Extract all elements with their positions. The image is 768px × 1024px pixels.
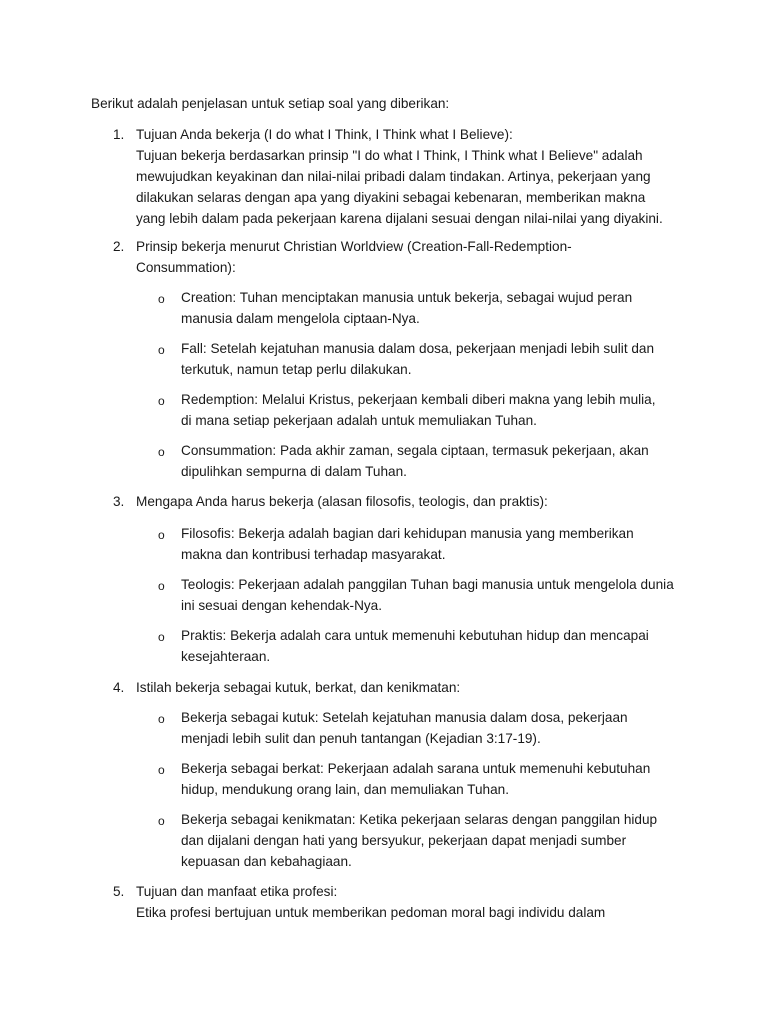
- bullet-line: dipulihkan sempurna di dalam Tuhan.: [181, 464, 407, 479]
- bullet-line: Bekerja sebagai berkat: Pekerjaan adalah sarana untuk memenuhi kebutuhan: [181, 761, 651, 776]
- bullet-line: Redemption: Melalui Kristus, pekerjaan kembali diberi makna yang lebih mulia,: [181, 392, 656, 407]
- item-number: 1.: [113, 127, 125, 142]
- bullet-item: [181, 287, 632, 329]
- bullet-line: Fall: Setelah kejatuhan manusia dalam dosa, pekerjaan menjadi lebih sulit dan: [181, 341, 655, 356]
- item-1-line: yang lebih dalam pada pekerjaan karena dijalani sesuai dengan nilai-nilai yang diyakini.: [136, 211, 663, 226]
- item-number: 2.: [113, 239, 125, 254]
- bullet-line: Praktis: Bekerja adalah cara untuk memenuhi kebutuhan hidup dan mencapai: [181, 628, 649, 643]
- bullet-line: di mana setiap pekerjaan adalah untuk memuliakan Tuhan.: [181, 413, 537, 428]
- bullet-item: [181, 625, 649, 667]
- bullet-marker: o: [158, 763, 165, 777]
- item-3-text: [136, 491, 548, 512]
- bullet-line: makna dan kontribusi terhadap masyarakat.: [181, 547, 446, 562]
- item-number: 4.: [113, 680, 125, 695]
- bullet-marker: o: [158, 630, 165, 644]
- bullet-line: Creation: Tuhan menciptakan manusia untuk bekerja, sebagai wujud peran: [181, 290, 633, 305]
- bullet-line: terkutuk, namun tetap perlu dilakukan.: [181, 362, 412, 377]
- bullet-item: [181, 574, 674, 616]
- item-number: 3.: [113, 494, 125, 509]
- bullet-line: kepuasan dan kebahagiaan.: [181, 854, 352, 869]
- bullet-line: Teologis: Pekerjaan adalah panggilan Tuhan bagi manusia untuk mengelola dunia: [181, 577, 674, 592]
- bullet-item: [181, 707, 628, 749]
- bullet-line: kesejahteraan.: [181, 649, 271, 664]
- intro-text: Berikut adalah penjelasan untuk setiap soal yang diberikan:: [91, 96, 450, 111]
- item-2-heading: Consummation):: [136, 260, 236, 275]
- item-5-line: Etika profesi bertujuan untuk memberikan pedoman moral bagi individu dalam: [136, 905, 606, 920]
- bullet-line: ini sesuai dengan kehendak-Nya.: [181, 598, 383, 613]
- item-3-heading: Mengapa Anda harus bekerja (alasan filosofis, teologis, dan praktis):: [136, 494, 548, 509]
- item-2-heading: Prinsip bekerja menurut Christian Worldview (Creation-Fall-Redemption-: [136, 239, 572, 254]
- item-4-text: [136, 677, 460, 698]
- bullet-line: manusia dalam mengelola ciptaan-Nya.: [181, 311, 420, 326]
- item-1-line: Tujuan bekerja berdasarkan prinsip "I do what I Think, I Think what I Believe" adalah: [136, 148, 643, 163]
- bullet-line: hidup, mendukung orang lain, dan memuliakan Tuhan.: [181, 782, 509, 797]
- bullet-line: Bekerja sebagai kenikmatan: Ketika pekerjaan selaras dengan panggilan hidup: [181, 812, 658, 827]
- bullet-item: [181, 440, 649, 482]
- bullet-item: [181, 758, 650, 800]
- item-number: 5.: [113, 884, 125, 899]
- bullet-line: Filosofis: Bekerja adalah bagian dari kehidupan manusia yang memberikan: [181, 526, 634, 541]
- bullet-marker: o: [158, 394, 165, 408]
- bullet-marker: o: [158, 445, 165, 459]
- item-1-text: [136, 124, 663, 229]
- bullet-line: Consummation: Pada akhir zaman, segala ciptaan, termasuk pekerjaan, akan: [181, 443, 649, 458]
- bullet-line: Bekerja sebagai kutuk: Setelah kejatuhan manusia dalam dosa, pekerjaan: [181, 710, 628, 725]
- bullet-marker: o: [158, 712, 165, 726]
- bullet-item: [181, 523, 634, 565]
- bullet-marker: o: [158, 292, 165, 306]
- item-5-text: [136, 881, 605, 923]
- item-1-line: dilakukan selaras dengan apa yang diyakini sebagai kebenaran, memberikan makna: [136, 190, 646, 205]
- item-1-line: mewujudkan keyakinan dan nilai-nilai pribadi dalam tindakan. Artinya, pekerjaan yang: [136, 169, 651, 184]
- bullet-item: [181, 389, 656, 431]
- bullet-line: menjadi lebih sulit dan penuh tantangan (Kejadian 3:17-19).: [181, 731, 541, 746]
- bullet-marker: o: [158, 528, 165, 542]
- item-1-heading: Tujuan Anda bekerja (I do what I Think, I Think what I Believe):: [136, 127, 513, 142]
- item-4-heading: Istilah bekerja sebagai kutuk, berkat, dan kenikmatan:: [136, 680, 461, 695]
- bullet-marker: o: [158, 343, 165, 357]
- bullet-marker: o: [158, 814, 165, 828]
- bullet-item: [181, 338, 654, 380]
- bullet-item: [181, 809, 657, 872]
- item-5-heading: Tujuan dan manfaat etika profesi:: [136, 884, 338, 899]
- bullet-line: dan dijalani dengan hati yang bersyukur, pekerjaan dapat menjadi sumber: [181, 833, 627, 848]
- item-2-text: [136, 236, 572, 278]
- bullet-marker: o: [158, 579, 165, 593]
